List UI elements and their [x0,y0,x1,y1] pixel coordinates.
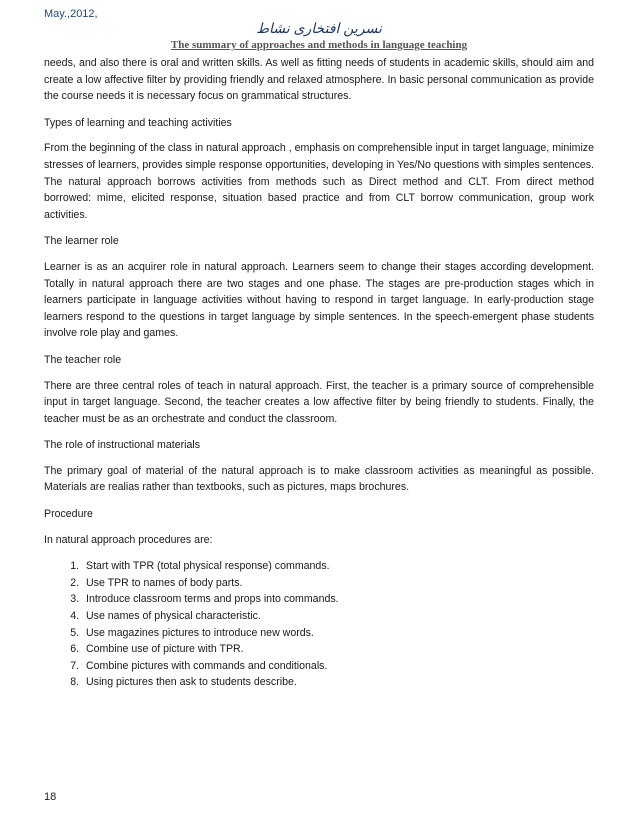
types-heading: Types of learning and teaching activities [44,116,232,129]
page-number: 18 [44,791,57,803]
header-author: نسرین افتخاری نشاط [256,20,382,36]
materials-paragraph: The primary goal of material of the natural approach is to make classroom activities as meaningful as possible. Materials are realias rather than textbooks, such as pictures, maps brochures. [44,464,594,494]
procedure-intro: In natural approach procedures are: [44,533,213,546]
types-paragraph: From the beginning of the class in natural approach , emphasis on comprehensible input in target language, minimize stresses of learners, provides simple response opportunities, developing in Yes/No questions with simples sentences. The natural approach borrows activities from methods such as Direct method and CLT. From direct method borrowed: mime, elicited response, situation based practice and from CLT borrow communication, group work activities. [44,142,594,221]
procedure-item: 8. Using pictures then ask to students describe. [82,674,594,691]
teacher-paragraph: There are three central roles of teach in natural approach. First, the teacher is a primary source of comprehensible input in target language. Second, the teacher creates a low affective filter by being friendly to students. Finally, the teacher must be as an orchestrate and conduct the classroom. [44,379,594,425]
procedure-list [44,558,594,691]
procedure-item: 5. Use magazines pictures to introduce new words. [82,625,594,642]
procedure-heading: Procedure [44,508,93,521]
teacher-heading: The teacher role [44,353,122,366]
procedure-item: 6. Combine use of picture with TPR. [82,641,594,658]
learner-heading: The learner role [44,235,119,248]
header-date: May.,2012, [44,8,98,20]
procedure-item: 3. Introduce classroom terms and props into commands. [82,591,594,608]
procedure-item: 1. Start with TPR (total physical response) commands. [82,558,594,575]
learner-paragraph: Learner is as an acquirer role in natural approach. Learners seem to change their stages according development. Totally in natural approach there are two stages and one phase. The stages are pre-production stages which in learners participate in language activities without having to respond in target language. In early-production stage learners respond to the questions in target language by simple sentences. In the speech-emergent phase students involve role play and games. [44,260,594,340]
procedure-item: 2. Use TPR to names of body parts. [82,575,594,592]
intro-paragraph: needs, and also there is oral and written skills. As well as fitting needs of students in academic skills, should aim and create a low affective filter by providing friendly and relaxed atmosphere. In basic personal communication as provide the course needs it is necessary focus on grammatical structures. [44,57,594,103]
running-title: The summary of approaches and methods in language teaching [170,39,468,51]
procedure-item: 4. Use names of physical characteristic. [82,608,594,625]
procedure-item: 7. Combine pictures with commands and conditionals. [82,658,594,675]
page-content [44,55,594,691]
materials-heading: The role of instructional materials [44,439,201,452]
